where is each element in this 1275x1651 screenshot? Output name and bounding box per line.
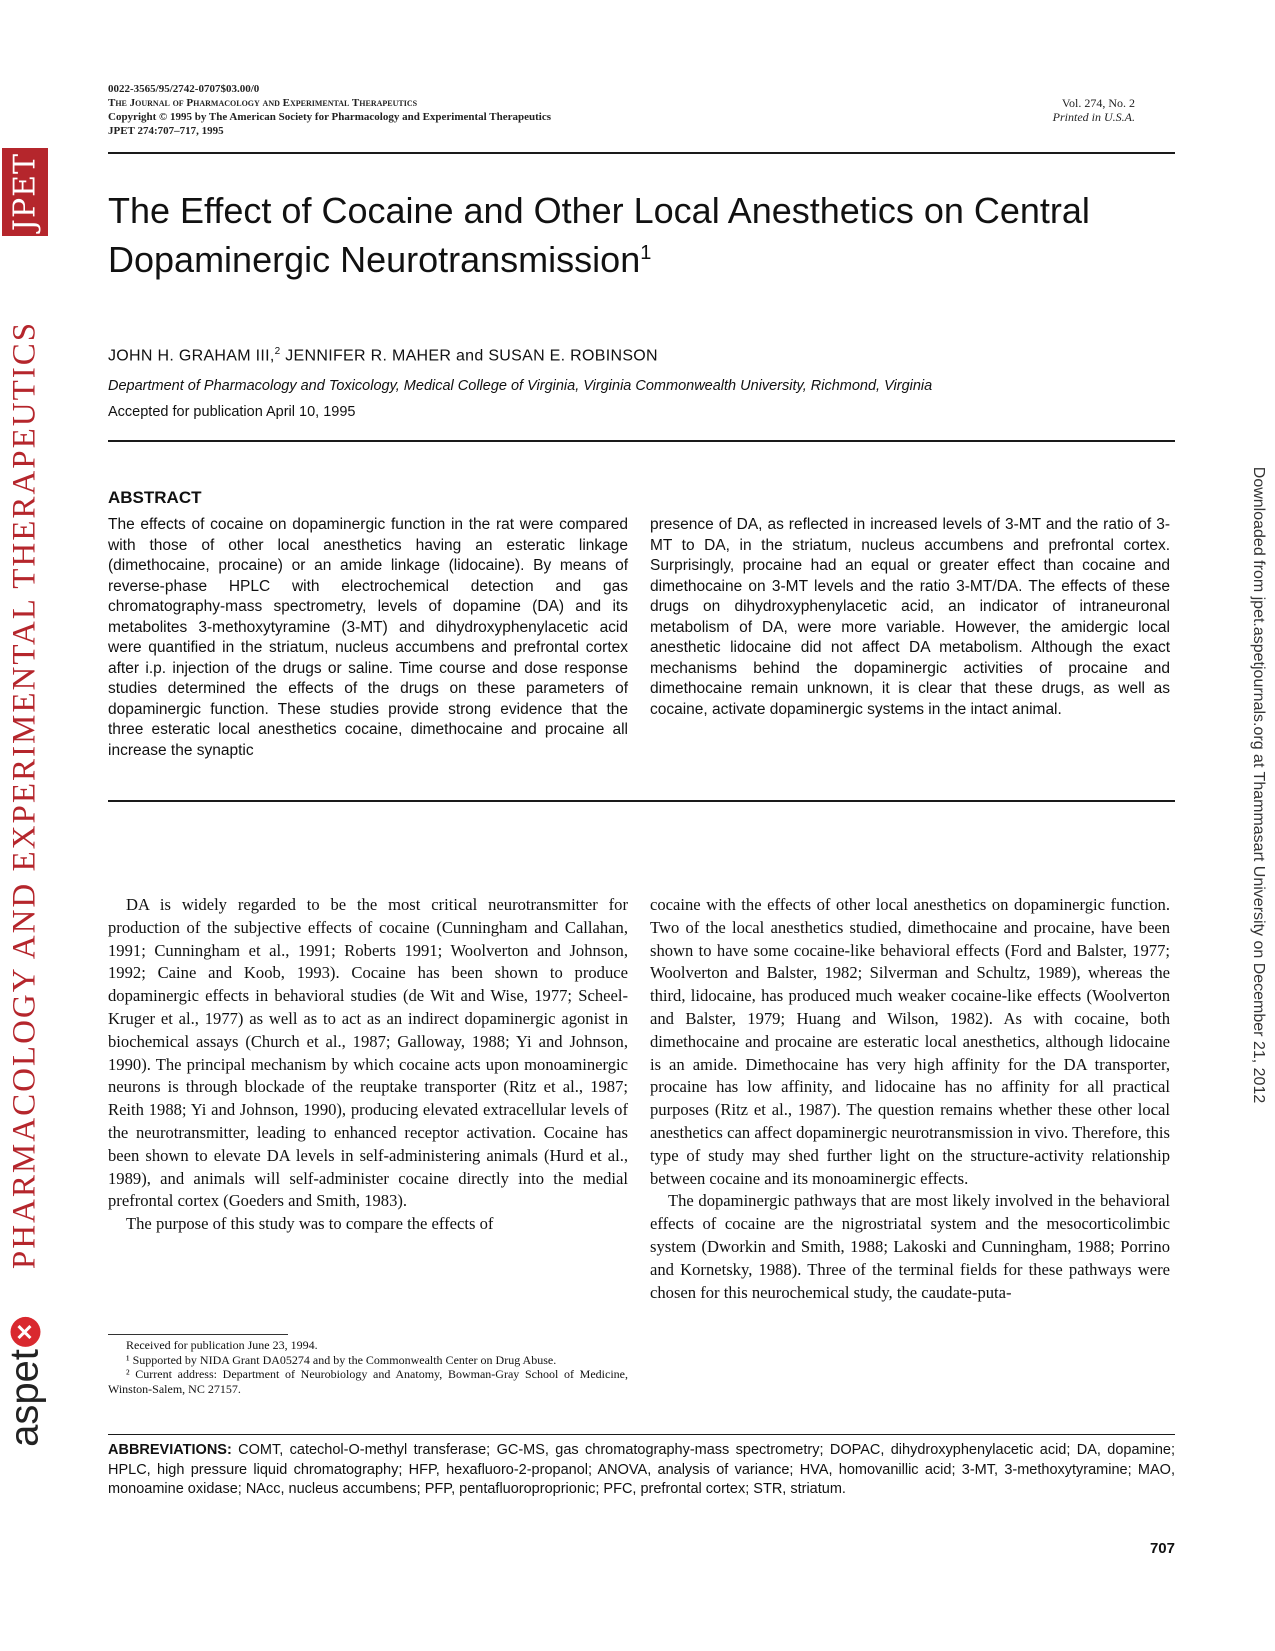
header-rule: [108, 152, 1175, 154]
copyright: Copyright © 1995 by The American Society for Pharmacology and Experimental Therapeutics: [108, 111, 552, 123]
abbreviations: [108, 1441, 1175, 1500]
body-right-column: [650, 894, 1170, 1304]
volume: Vol. 274, No. 2: [1061, 96, 1135, 110]
volume-info: [1053, 96, 1135, 124]
printed-in: Printed in U.S.A.: [1052, 110, 1135, 124]
footnotes: [108, 1338, 628, 1396]
side-banner: [0, 0, 52, 1651]
body-paragraph: The dopaminergic pathways that are most likely involved in the behavioral effects of cocaine are the nigrostriatal system and the mesocorticolimbic system (Dworkin and Smith, 1988; Lakoski and Cunningham, 1988; Porrino and Kornetsky, 1988). Three of the terminal fields for these pathways were chosen for this neurochemical study, the caudate-puta-: [650, 1191, 1170, 1302]
abbrev-rule: [108, 1434, 1175, 1435]
jpet-label: JPET: [7, 152, 43, 232]
article-title: [108, 190, 1178, 281]
title-line-2: Dopaminergic Neurotransmission$^1$: [108, 239, 652, 280]
journal-name-vertical: PHARMACOLOGY AND EXPERIMENTAL THERAPEUTICS: [6, 320, 43, 1270]
footnote-2: ² Current address: Department of Neurobiology and Anatomy, Bowman-Gray School of Medicine, Winston-Salem, NC 27157.: [108, 1367, 628, 1396]
received-note: Received for publication June 23, 1994.: [126, 1338, 318, 1352]
title-line-1: The Effect of Cocaine and Other Local Anesthetics on Central: [108, 190, 1090, 231]
page-number: 707: [1149, 1540, 1175, 1557]
body-left-column: [108, 894, 628, 1236]
abstract-right-column: presence of DA, as reflected in increased levels of 3-MT and the ratio of 3-MT to DA, in the striatum, nucleus accumbens and prefrontal cortex. Surprisingly, procaine had an equal or greater effect than cocaine and dimethocaine on 3-MT levels and the ratio 3-MT/DA. The effects of these drugs on dihydroxyphenylacetic acid, an indicator of intraneuronal metabolism of DA, were more variable. However, the amidergic local anesthetic lidocaine did not affect DA metabolism. Although the exact mechanisms behind the dopaminergic activities of procaine and dimethocaine remain unknown, it is clear that these drugs, as well as cocaine, activate dopaminergic systems in the intact animal.: [650, 516, 1170, 718]
issn-code: 0022-3565/95/2742-0707$03.00/0: [108, 83, 260, 95]
aspet-logo: [3, 1317, 48, 1447]
department: Department of Pharmacology and Toxicology, Medical College of Virginia, Virginia Commonwealth University, Richmond, Virginia: [108, 378, 933, 394]
download-note: Downloaded from jpet.aspetjournals.org at Thammasart University on December 21, 2012: [1250, 466, 1267, 1104]
footnote-rule: [108, 1334, 288, 1335]
journal-title: The Journal of Pharmacology and Experimental Therapeutics: [108, 97, 418, 109]
abstract-left-column: The effects of cocaine on dopaminergic function in the rat were compared with those of other local anesthetics having an esteratic linkage (dimethocaine, procaine) or an amide linkage (lidocaine). By means of reverse-phase HPLC with electrochemical detection and gas chromatography-mass spectrometry, levels of dopamine (DA) and its metabolites 3-methoxytyramine (3-MT) and dihydroxyphenylacetic acid were quantified in the striatum, nucleus accumbens and prefrontal cortex after i.p. injection of the drugs or saline. Time course and dose response studies determined the effects of the drugs on these parameters of dopaminergic function. These studies provide strong evidence that the three esteratic local anesthetics cocaine, dimethocaine and procaine all increase the synaptic: [108, 516, 628, 759]
abstract-heading: ABSTRACT: [108, 488, 202, 507]
body-paragraph: The purpose of this study was to compare the effects of: [126, 1214, 494, 1234]
abstract-bottom-rule: [108, 800, 1175, 802]
citation: JPET 274:707–717, 1995: [108, 125, 224, 137]
body-paragraph: DA is widely regarded to be the most critical neurotransmitter for production of the subjective effects of cocaine (Cunningham and Callahan, 1991; Cunningham et al., 1991; Roberts 1991; Woolverton and Johnson, 1992; Caine and Koob, 1993). Cocaine has been shown to produce dopaminergic effects in behavioral studies (de Wit and Wise, 1977; Scheel-Kruger et al., 1977) as well as to act as an indirect dopaminergic agonist in biochemical assays (Church et al., 1987; Galloway, 1988; Yi and Johnson, 1990). The principal mechanism by which cocaine acts upon monoaminergic neurons is through blockade of the reuptake transporter (Ritz et al., 1987; Reith 1988; Yi and Johnson, 1990), producing elevated extracellular levels of the neurotransmitter, leading to enhanced receptor activation. Cocaine has been shown to elevate DA levels in self-administering animals (Hurd et al., 1989), and animals will self-administer cocaine directly into the medial prefrontal cortex (Goeders and Smith, 1983).: [108, 895, 628, 1211]
journal-header: [108, 82, 551, 138]
aspet-x-icon: ✕: [10, 1317, 40, 1347]
footnote-1: ¹ Supported by NIDA Grant DA05274 and by the Commonwealth Center on Drug Abuse.: [126, 1352, 557, 1367]
accepted-date: Accepted for publication April 10, 1995: [108, 404, 356, 420]
aspet-logo-text: aspet: [2, 1349, 47, 1447]
authors: JOHN H. GRAHAM III,$^2$ JENNIFER R. MAHER and SUSAN E. ROBINSON: [108, 346, 658, 365]
abbrev-text: COMT, catechol-O-methyl transferase; GC-MS, gas chromatography-mass spectrometry; DOPAC, dihydroxyphenylacetic acid; DA, dopamine; HPLC, high pressure liquid chromatography; HFP, hexafluoro-2-propanol; ANOVA, analysis of variance; HVA, homovanillic acid; 3-MT, 3-methoxytyramine; MAO, monoamine oxidase; NAcc, nucleus accumbens; PFP, pentafluoroproprionic; PFC, prefrontal cortex; STR, striatum.: [108, 1442, 1175, 1497]
abbrev-label: ABBREVIATIONS:: [108, 1442, 232, 1458]
body-paragraph: cocaine with the effects of other local anesthetics on dopaminergic function. Two of the local anesthetics studied, dimethocaine and procaine, have been shown to have some cocaine-like behavioral effects (Ford and Balster, 1977; Woolverton and Balster, 1982; Silverman and Schultz, 1989), whereas the third, lidocaine, has produced much weaker cocaine-like effects (Woolverton and Balster, 1979; Huang and Wilson, 1982). As with cocaine, both dimethocaine and procaine are esteratic local anesthetics, although lidocaine is an amide. Dimethocaine has very high affinity for the DA transporter, procaine has low affinity, and lidocaine has no affinity for all practical purposes (Ritz et al., 1987). The question remains whether these other local anesthetics can affect dopaminergic neurotransmission in vivo. Therefore, this type of study may shed further light on the structure-activity relationship between cocaine and its monoaminergic effects.: [650, 895, 1170, 1188]
title-footnote-mark: 1: [640, 242, 652, 264]
abstract-top-rule: [108, 440, 1175, 442]
